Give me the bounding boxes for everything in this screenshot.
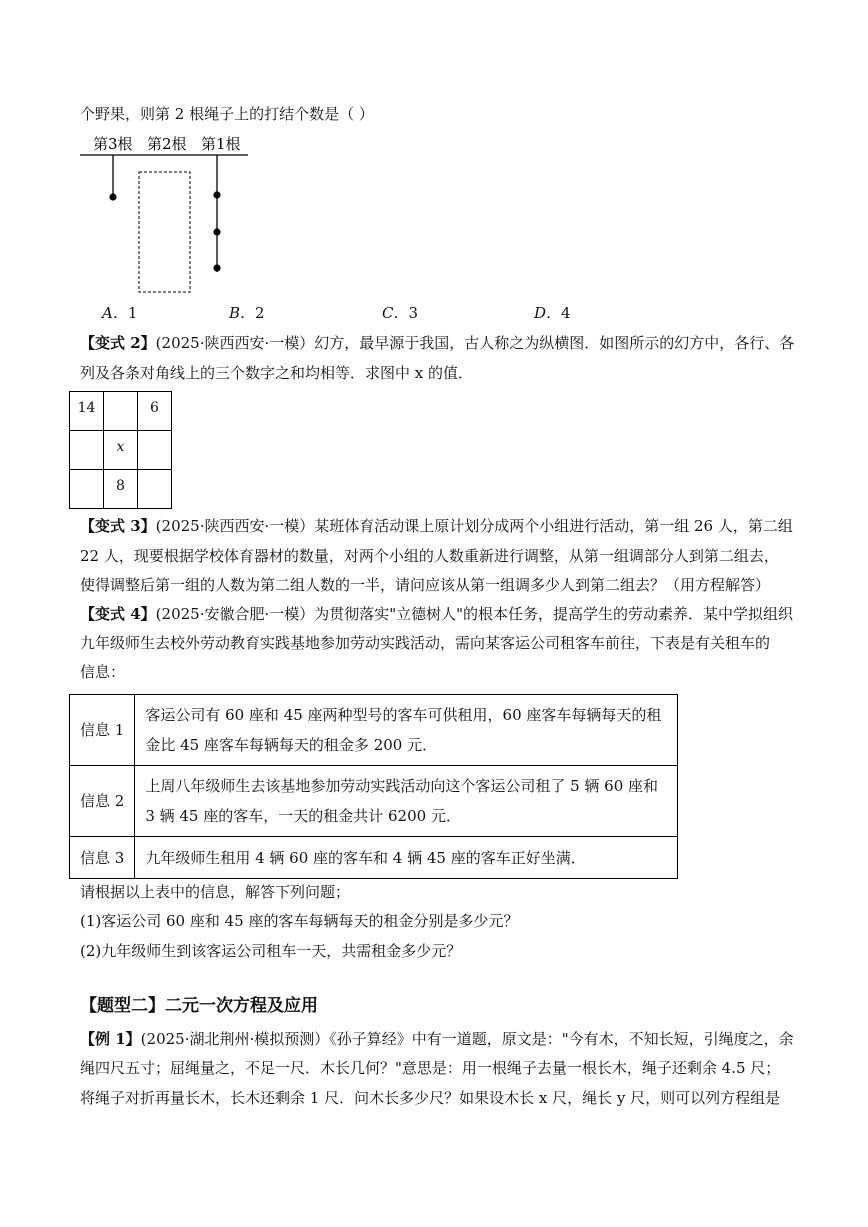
rope-label-3: 第3根: [93, 135, 133, 153]
variant4-line-1: 【变式 4】(2025·安徽合肥·一模）为贯彻落实"立德树人"的根本任务，提高学生的劳动素养．某中学拟组织: [80, 605, 794, 623]
rope-label-1: 第1根: [201, 135, 241, 153]
info-label: 信息 2: [70, 766, 135, 837]
section-heading: 【题型二】二元一次方程及应用: [80, 996, 318, 1016]
variant3-tag: 【变式 3】: [80, 517, 156, 535]
magic-cell: 6: [138, 392, 172, 431]
rope-1-knot: [213, 228, 220, 235]
example1-tag: 【例 1】: [80, 1030, 141, 1048]
magic-cell: x: [104, 431, 138, 470]
magic-cell: [138, 470, 172, 509]
option-d: D．4: [534, 304, 571, 322]
question-2: (2)九年级师生到该客运公司租车一天，共需租金多少元？: [80, 942, 462, 960]
rope-2-hidden-box: [139, 172, 190, 292]
option-b: B．2: [229, 304, 265, 322]
magic-cell: [70, 431, 104, 470]
magic-cell: 8: [104, 470, 138, 509]
example1-line-1: 【例 1】(2025·湖北荆州·模拟预测）《孙子算经》中有一道题，原文是："今有木，不知长短，引绳度之，余: [80, 1030, 794, 1048]
option-c: C．3: [382, 304, 419, 322]
table-row: [70, 837, 678, 879]
instruction-line: 请根据以上表中的信息，解答下列问题；: [80, 883, 351, 901]
info-label: 信息 1: [70, 695, 135, 766]
option-a: A．1: [102, 304, 138, 322]
question-intro-line: 个野果，则第 2 根绳子上的打结个数是（ ）: [80, 105, 374, 123]
example1-line-2: 绳四尺五寸；屈绳量之，不足一尺．木长几何？"意思是：用一根绳子去量一根长木，绳子还剩余 4.5 尺；: [80, 1059, 781, 1077]
variant2-line-1: 【变式 2】(2025·陕西西安·一模）幻方，最早源于我国，古人称之为纵横图．如图所示的幻方中，各行、各: [80, 334, 795, 352]
rope-figure: [75, 130, 275, 300]
info-label: 信息 3: [70, 837, 135, 879]
variant4-line-2: 九年级师生去校外劳动教育实践基地参加劳动实践活动，需向某客运公司租客车前往，下表是有关租车的: [80, 634, 771, 652]
variant2-tag: 【变式 2】: [80, 334, 156, 352]
rope-3-knot: [109, 193, 116, 200]
example1-line-3: 将绳子对折再量长木，长木还剩余 1 尺．问木长多少尺？如果设木长 x 尺，绳长 y 尺，则可以列方程组是: [80, 1089, 781, 1107]
magic-cell: [138, 431, 172, 470]
info-text: 客运公司有 60 座和 45 座两种型号的客车可供租用，60 座客车每辆每天的租金比 45 座客车每辆每天的租金多 200 元．: [135, 695, 678, 766]
variant3-line-1: 【变式 3】(2025·陕西西安·一模）某班体育活动课上原计划分成两个小组进行活动，第一组 26 人，第二组: [80, 517, 793, 535]
variant4-line-3: 信息：: [80, 663, 126, 681]
magic-cell: [70, 470, 104, 509]
rope-1-knot: [213, 191, 220, 198]
info-text: 九年级师生租用 4 辆 60 座的客车和 4 辆 45 座的客车正好坐满．: [135, 837, 678, 879]
question-1: (1)客运公司 60 座和 45 座的客车每辆每天的租金分别是多少元？: [80, 912, 519, 930]
magic-cell: [104, 392, 138, 431]
info-text: 上周八年级师生去该基地参加劳动实践活动向这个客运公司租了 5 辆 60 座和 3 辆 45 座的客车，一天的租金共计 6200 元．: [135, 766, 678, 837]
rope-1-knot: [213, 264, 220, 271]
variant4-tag: 【变式 4】: [80, 605, 156, 623]
table-row: [70, 766, 678, 837]
table-row: [70, 695, 678, 766]
variant3-line-2: 22 人，现要根据学校体育器材的数量，对两个小组的人数重新进行调整，从第一组调部分人到第二组去，: [80, 547, 779, 565]
info-table: [69, 694, 678, 879]
variant3-line-3: 使得调整后第一组的人数为第二组人数的一半，请问应该从第一组调多少人到第二组去？（用方程解答）: [80, 576, 771, 594]
magic-cell: 14: [70, 392, 104, 431]
rope-label-2: 第2根: [147, 135, 187, 153]
magic-square: [69, 391, 172, 509]
variant2-line-2: 列及各条对角线上的三个数字之和均相等．求图中 x 的值．: [80, 364, 473, 382]
